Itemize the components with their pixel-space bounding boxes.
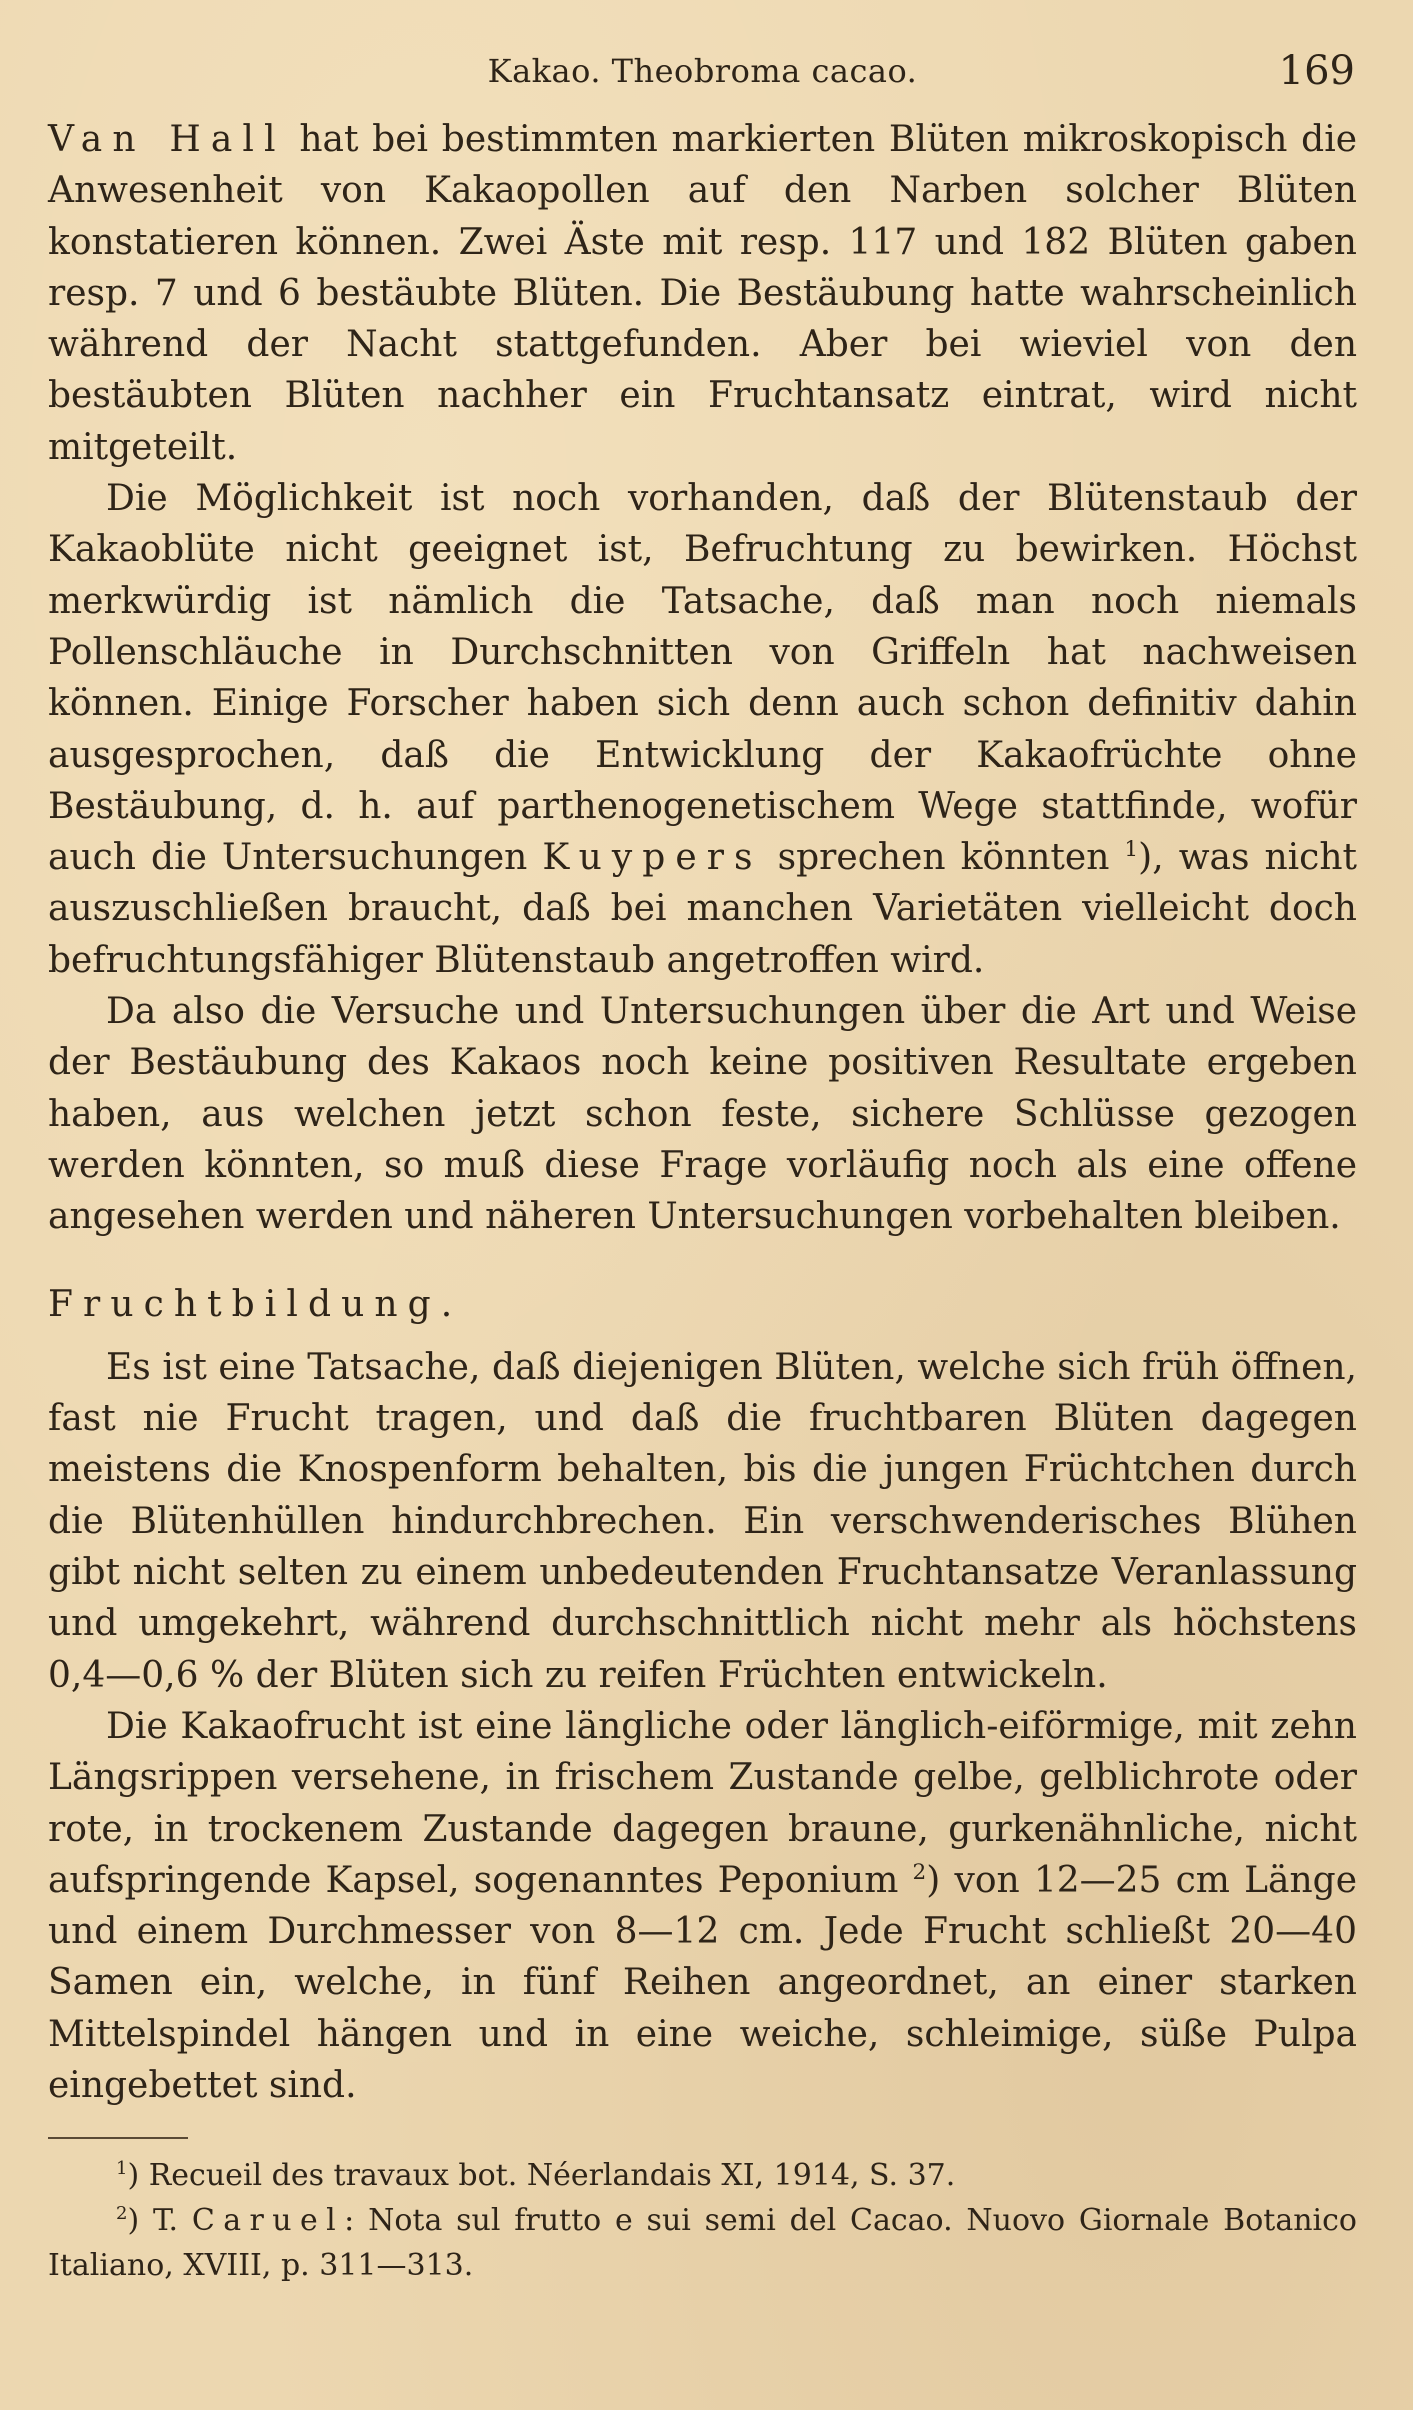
paragraph-text: Es ist eine Tatsache, daß diejenigen Blüten, welche sich früh öffnen, fast nie Frucht tragen, und daß die fruchtbaren Blüten dagegen meistens die Knospenform behalten, bis die jungen Früchtchen durch die Blütenhüllen hindurchbrechen. Ein verschwenderisches Blühen gibt nicht selten zu einem unbedeutenden Fruchtansatze Veranlassung und umgekehrt, während durchschnittlich nicht mehr als höchstens 0,4—0,6 % der Blüten sich zu reifen Früchten entwickeln.: [48, 1346, 1357, 1696]
paragraph: [48, 114, 1357, 473]
footnote-reference[interactable]: 2: [912, 1859, 927, 1885]
paragraph-text: Die Möglichkeit ist noch vorhanden, daß der Blütenstaub der Kakaoblüte nicht geeignet ist, Befruchtung zu bewirken. Höchst merkwürdig ist nämlich die Tatsache, daß man noch niemals Pollenschläuche in Durchschnitten von Griffeln hat nachweisen können. Einige Forscher haben sich denn auch schon definitiv dahin ausgesprochen, daß die Entwicklung der Kakaofrüchte ohne Bestäubung, d. h. auf parthenogenetischem Wege stattfinde, wofür auch die Untersuchungen: [48, 478, 1357, 879]
footnote: [48, 2198, 1357, 2288]
page-number: 169: [1278, 48, 1355, 94]
footnote-divider: [48, 2137, 188, 2139]
running-header: [48, 48, 1357, 104]
author-name: Kuypers: [542, 837, 763, 879]
author-name: Van Hall: [48, 119, 286, 160]
footnote-text: : Nota sul frutto e sui semi del Cacao. Nuovo Giornale Botanico Italiano, XVIII, p. 311—313.: [48, 2203, 1357, 2284]
paragraph: [48, 1701, 1357, 2111]
footnote-marker: 2: [116, 2203, 128, 2225]
paragraph: [48, 473, 1357, 986]
paragraph-text: ), was nicht auszuschließen braucht, daß bei manchen Varietäten vielleicht doch befruchtungsfähiger Blütenstaub angetroffen wird.: [48, 837, 1357, 981]
paragraph-text: Da also die Versuche und Untersuchungen über die Art und Weise der Bestäubung des Kakaos noch keine positiven Resultate ergeben haben, aus welchen jetzt schon feste, sichere Schlüsse gezogen werden könnten, so muß diese Frage vorläufig noch als eine offene angesehen werden und näheren Untersuchungen vorbehalten bleiben.: [48, 991, 1357, 1238]
footnote-text: ) T.: [127, 2203, 192, 2239]
footnote-reference[interactable]: 1: [1124, 837, 1139, 863]
footnote-text: ) Recueil des travaux bot. Néerlandais XI, 1914, S. 37.: [127, 2158, 956, 2194]
section-heading: Fruchtbildung.: [48, 1283, 463, 1325]
paragraph-text: sprechen könnten: [762, 837, 1125, 879]
author-name: Caruel: [191, 2203, 345, 2239]
paragraph: [48, 986, 1357, 1242]
running-title: Kakao. Theobroma cacao.: [487, 52, 918, 90]
paragraph-text: ) von 12—25 cm Länge und einem Durchmesser von 8—12 cm. Jede Frucht schließt 20—40 Samen ein, welche, in fünf Reihen angeordnet, an einer starken Mittelspindel hängen und in eine weiche, schleimige, süße Pulpa eingebettet sind.: [48, 1859, 1357, 2106]
footnote: [48, 2153, 1357, 2198]
main-text: [48, 114, 1357, 2111]
paragraph-text: hat bei bestimmten markierten Blüten mikroskopisch die Anwesenheit von Kakaopollen auf den Narben solcher Blüten konstatieren können. Zwei Äste mit resp. 117 und 182 Blüten gaben resp. 7 und 6 bestäubte Blüten. Die Bestäubung hatte wahrscheinlich während der Nacht stattgefunden. Aber bei wieviel von den bestäubten Blüten nachher ein Fruchtansatz eintrat, wird nicht mitgeteilt.: [48, 119, 1358, 468]
footnote-marker: 1: [116, 2158, 128, 2180]
footnotes: [48, 2153, 1357, 2288]
paragraph: [48, 1342, 1357, 1701]
paragraph-text: Die Kakaofrucht ist eine längliche oder länglich-eiförmige, mit zehn Längsrippen versehene, in frischem Zustande gelbe, gelblichrote oder rote, in trockenem Zustande dagegen braune, gurkenähnliche, nicht aufspringende Kapsel, sogenanntes Peponium: [48, 1705, 1357, 1901]
